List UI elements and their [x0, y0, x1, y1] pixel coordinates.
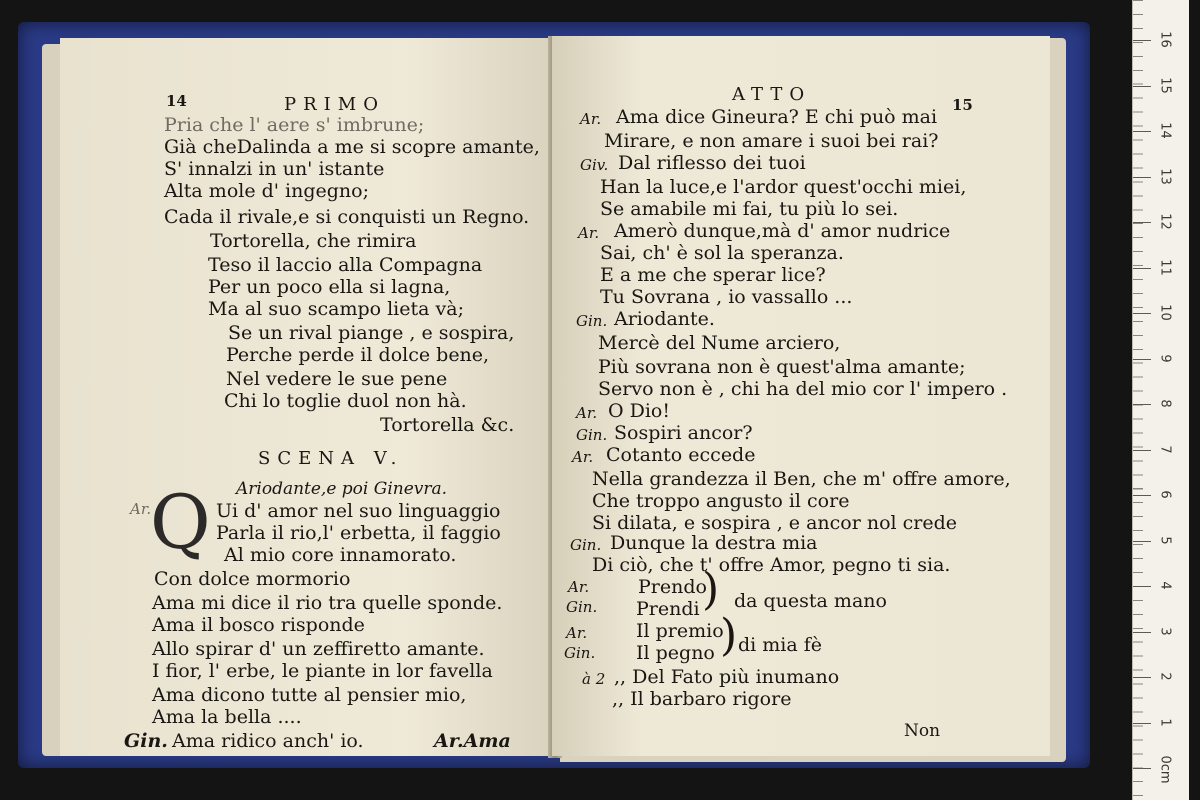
- verse-line: Se un rival piange , e sospira,: [228, 322, 515, 344]
- verse-line: O Dio!: [608, 400, 671, 422]
- duet-word: Prendi: [636, 598, 700, 620]
- speaker-label: Gin.: [576, 426, 608, 444]
- left-page-number: 14: [166, 92, 187, 110]
- ruler-number: 9: [1157, 353, 1173, 363]
- verse-line: Cotanto eccede: [606, 444, 756, 466]
- brace-icon: ): [720, 610, 738, 661]
- verse-line: Chi lo toglie duol non hà.: [224, 390, 467, 412]
- verse-line: Ama il bosco risponde: [152, 614, 365, 636]
- verse-line: Mirare, e non amare i suoi bei rai?: [604, 130, 939, 152]
- speaker-label: Ar.: [572, 448, 594, 466]
- verse-line: Ama ridico anch' io.: [172, 730, 364, 752]
- right-page-number: 15: [952, 96, 973, 114]
- verse-line: Ama dice Gineura? E chi può mai: [616, 106, 938, 128]
- ruler-major-tick: [1133, 268, 1151, 269]
- right-page: [552, 36, 1050, 756]
- speaker-label: Gin.: [566, 598, 598, 616]
- verse-line: Perche perde il dolce bene,: [226, 344, 490, 366]
- verse-line: Per un poco ella si lagna,: [208, 276, 451, 298]
- verse-line: Ama dicono tutte al pensier mio,: [152, 684, 467, 706]
- ruler-major-tick: [1133, 450, 1151, 451]
- catchword: Ar.Ama: [434, 730, 511, 752]
- ruler-number: 11: [1157, 258, 1173, 276]
- left-running-head: PRIMO: [284, 94, 385, 115]
- verse-line: Ama mi dice il rio tra quelle sponde.: [152, 592, 503, 614]
- verse-line: Più sovrana non è quest'alma amante;: [598, 356, 966, 378]
- verse-line: Ariodante.: [614, 308, 715, 330]
- speaker-label: Ar.: [580, 110, 602, 128]
- ruler-number: 3: [1157, 626, 1173, 636]
- verse-line: Amerò dunque,mà d' amor nudrice: [614, 220, 951, 242]
- ruler-number: 12: [1157, 213, 1173, 230]
- verse-line: Tortorella, che rimira: [210, 230, 417, 252]
- verse-line: Nella grandezza il Ben, che m' offre amore,: [592, 468, 1011, 490]
- ruler-number: 15: [1157, 76, 1173, 94]
- verse-line: Sai, ch' è sol la speranza.: [600, 242, 844, 264]
- verse-line: Teso il laccio alla Compagna: [208, 254, 483, 276]
- verse-line: Si dilata, e sospira , e ancor nol crede: [592, 512, 958, 534]
- duet-shared-text: di mia fè: [738, 634, 823, 656]
- speaker-label: Ar.: [578, 224, 600, 242]
- ruler-number: 14: [1157, 122, 1173, 139]
- ruler-major-tick: [1133, 677, 1151, 678]
- verse-line: Sospiri ancor?: [614, 422, 753, 444]
- verse-line: Ma al suo scampo lieta và;: [208, 298, 464, 320]
- left-page: [60, 38, 556, 756]
- verse-line: ,, Il barbaro rigore: [612, 688, 792, 710]
- ruler-number: 2: [1157, 672, 1173, 681]
- verse-line: Mercè del Nume arciero,: [598, 332, 841, 354]
- ruler-number: 7: [1157, 444, 1173, 454]
- verse-line: Al mio core innamorato.: [224, 544, 457, 566]
- speaker-label: Gin.: [564, 644, 596, 662]
- ruler-number: 6: [1157, 490, 1173, 499]
- verse-line: Dunque la destra mia: [610, 532, 818, 554]
- ruler-major-tick: [1133, 177, 1151, 178]
- verse-line: Ama la bella ....: [152, 706, 302, 728]
- verse-line: Dal riflesso dei tuoi: [618, 152, 806, 174]
- verse-line: Nel vedere le sue pene: [226, 368, 448, 390]
- ruler-major-tick: [1133, 723, 1151, 724]
- ruler-major-tick: [1133, 222, 1151, 223]
- ruler-major-tick: [1133, 495, 1151, 496]
- verse-line: Alta mole d' ingegno;: [164, 180, 370, 202]
- verse-line: Han la luce,e l'ardor quest'occhi miei,: [600, 176, 967, 198]
- scene-subtitle: Ariodante,e poi Ginevra.: [236, 479, 448, 499]
- ruler-number: 0cm: [1157, 755, 1173, 784]
- ruler-major-tick: [1133, 131, 1151, 132]
- verse-line: I fior, l' erbe, le piante in lor favella: [152, 660, 493, 682]
- ruler-major-tick: [1133, 768, 1151, 769]
- ruler-major-tick: [1133, 632, 1151, 633]
- ruler-number: 13: [1157, 167, 1173, 185]
- speaker-label: Ar.: [566, 624, 588, 642]
- verse-line: ,, Del Fato più inumano: [614, 666, 840, 688]
- ruler-number: 4: [1157, 581, 1173, 590]
- verse-line: Che troppo angusto il core: [592, 490, 850, 512]
- ruler-major-tick: [1133, 541, 1151, 542]
- drop-cap: Q: [150, 480, 211, 566]
- duet-word: Il pegno: [636, 642, 715, 664]
- speaker-label: Ar.: [568, 578, 590, 596]
- verse-line: S' innalzi in un' istante: [164, 158, 385, 180]
- ruler-number: 1: [1157, 717, 1173, 727]
- verse-line: Pria che l' aere s' imbrune;: [164, 114, 425, 136]
- verse-line: Se amabile mi fai, tu più lo sei.: [600, 198, 899, 220]
- ruler-major-tick: [1133, 586, 1151, 587]
- verse-line: Tu Sovrana , io vassallo ...: [600, 286, 853, 308]
- verse-line: Di ciò, che t' offre Amor, pegno ti sia.: [592, 554, 951, 576]
- speaker-label: Ar.: [576, 404, 598, 422]
- a-due-label: à 2: [582, 670, 606, 688]
- verse-line: Con dolce mormorio: [154, 568, 351, 590]
- ruler-number: 5: [1157, 535, 1173, 545]
- speaker-label: Giv.: [580, 156, 609, 174]
- verse-line: Ui d' amor nel suo linguaggio: [216, 500, 501, 522]
- speaker-label: Ar.: [130, 500, 152, 518]
- ruler-major-tick: [1133, 359, 1151, 360]
- speaker-label: Gin.: [576, 312, 608, 330]
- speaker-label: Gin.: [570, 536, 602, 554]
- ruler-number: 10: [1157, 304, 1173, 321]
- verse-line: Già cheDalinda a me si scopre amante,: [164, 136, 540, 158]
- verse-line: Allo spirar d' un zeffiretto amante.: [152, 638, 485, 660]
- ruler-number: 8: [1157, 399, 1173, 408]
- measurement-ruler: [1132, 0, 1189, 800]
- verse-line: Parla il rio,l' erbetta, il faggio: [216, 522, 501, 544]
- duet-shared-text: da questa mano: [734, 590, 887, 612]
- ruler-major-tick: [1133, 404, 1151, 405]
- ruler-major-tick: [1133, 313, 1151, 314]
- verse-line: Tortorella &c.: [380, 414, 515, 436]
- verse-line: Servo non è , chi ha del mio cor l' impero .: [598, 378, 1008, 400]
- speaker-label: Gin.: [124, 730, 168, 752]
- scene-heading: SCENA V.: [258, 448, 404, 469]
- brace-icon: ): [702, 564, 720, 615]
- verse-line: E a me che sperar lice?: [600, 264, 826, 286]
- ruler-major-tick: [1133, 40, 1151, 41]
- verse-line: Cada il rivale,e si conquisti un Regno.: [164, 206, 530, 228]
- duet-word: Il premio: [636, 620, 724, 642]
- right-running-head: ATTO: [732, 84, 812, 105]
- ruler-major-tick: [1133, 86, 1151, 87]
- ruler-number: 16: [1157, 31, 1173, 48]
- catchword: Non: [904, 721, 941, 741]
- duet-word: Prendo: [638, 576, 707, 598]
